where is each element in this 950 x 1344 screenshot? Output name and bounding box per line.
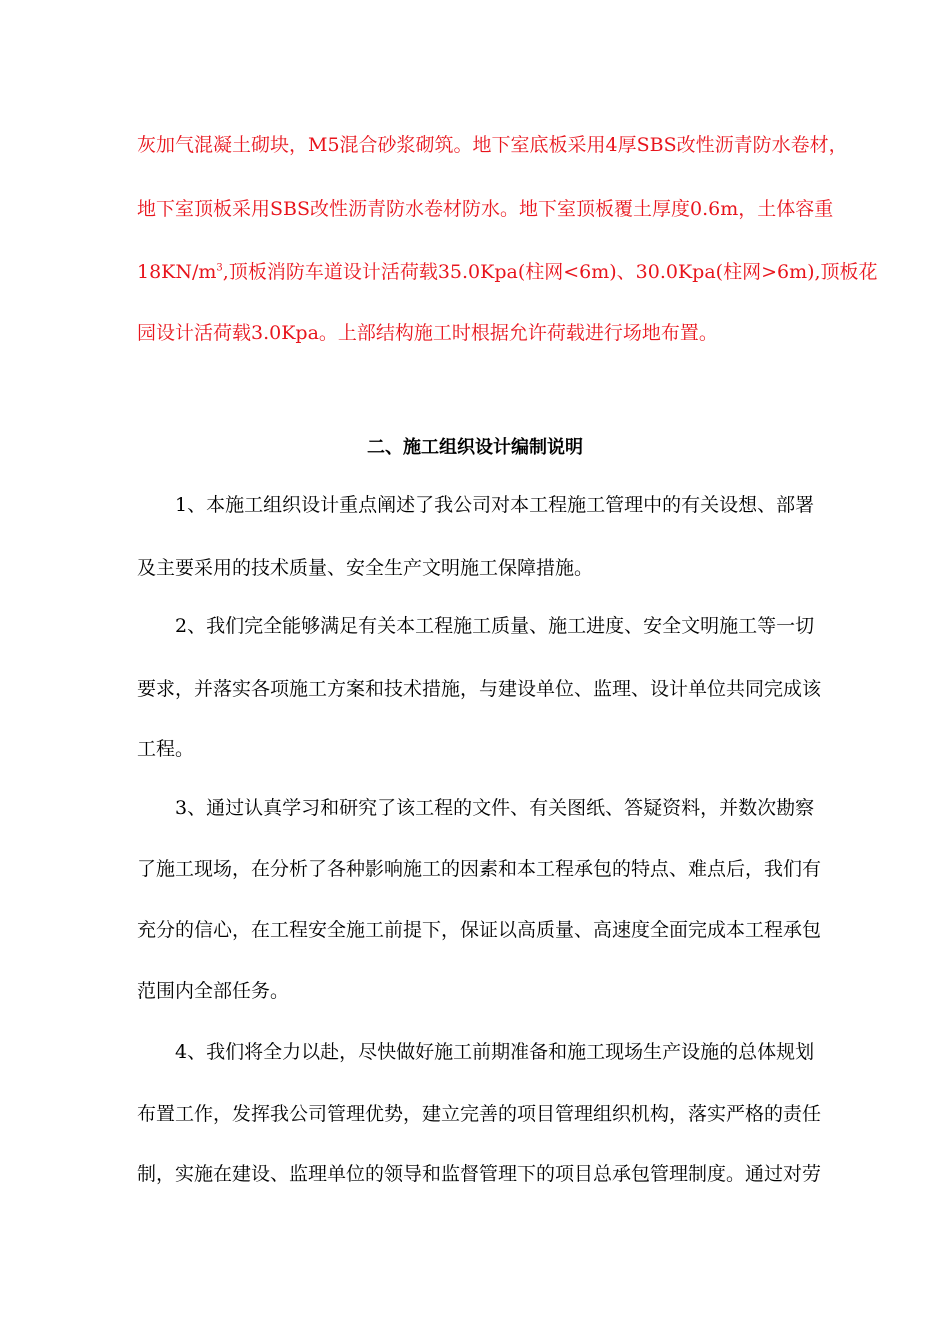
item-4-line-3: 制，实施在建设、监理单位的领导和监督管理下的项目总承包管理制度。通过对劳 (137, 1163, 822, 1185)
item-2-line-2: 要求，并落实各项施工方案和技术措施，与建设单位、监理、设计单位共同完成该 (137, 678, 822, 700)
item-3-line-4: 范围内全部任务。 (137, 980, 290, 1002)
item-1-line-1: 1、本施工组织设计重点阐述了我公司对本工程施工管理中的有关设想、部署 (175, 494, 815, 516)
item-2-line-3: 工程。 (137, 738, 195, 760)
item-4-line-1: 4、我们将全力以赴，尽快做好施工前期准备和施工现场生产设施的总体规划 (175, 1041, 815, 1063)
item-1-line-2: 及主要采用的技术质量、安全生产文明施工保障措施。 (137, 557, 594, 579)
intro-line-3-rest: ,顶板消防车道设计活荷载35.0Kpa(柱网<6m)、30.0Kpa(柱网>6m),顶板花 (222, 261, 878, 283)
item-2-line-1: 2、我们完全能够满足有关本工程施工质量、施工进度、安全文明施工等一切 (175, 615, 815, 637)
section-title: 二、施工组织设计编制说明 (367, 437, 583, 458)
item-3-line-3: 充分的信心，在工程安全施工前提下，保证以高质量、高速度全面完成本工程承包 (137, 919, 822, 941)
intro-line-1: 灰加气混凝土砌块，M5混合砂浆砌筑。地下室底板采用4厚SBS改性沥青防水卷材， (137, 134, 848, 156)
intro-line-3-start: 18KN/m (137, 261, 217, 283)
intro-line-4: 园设计活荷载3.0Kpa。上部结构施工时根据允许荷载进行场地布置。 (137, 322, 718, 344)
intro-line-3 (137, 260, 878, 284)
item-3-line-2: 了施工现场，在分析了各种影响施工的因素和本工程承包的特点、难点后，我们有 (137, 858, 822, 880)
item-3-line-1: 3、通过认真学习和研究了该工程的文件、有关图纸、答疑资料，并数次勘察 (175, 797, 815, 819)
cubic-superscript: 3 (216, 262, 223, 274)
item-4-line-2: 布置工作，发挥我公司管理优势，建立完善的项目管理组织机构，落实严格的责任 (137, 1103, 822, 1125)
intro-line-2: 地下室顶板采用SBS改性沥青防水卷材防水。地下室顶板覆土厚度0.6m，土体容重 (137, 198, 834, 220)
